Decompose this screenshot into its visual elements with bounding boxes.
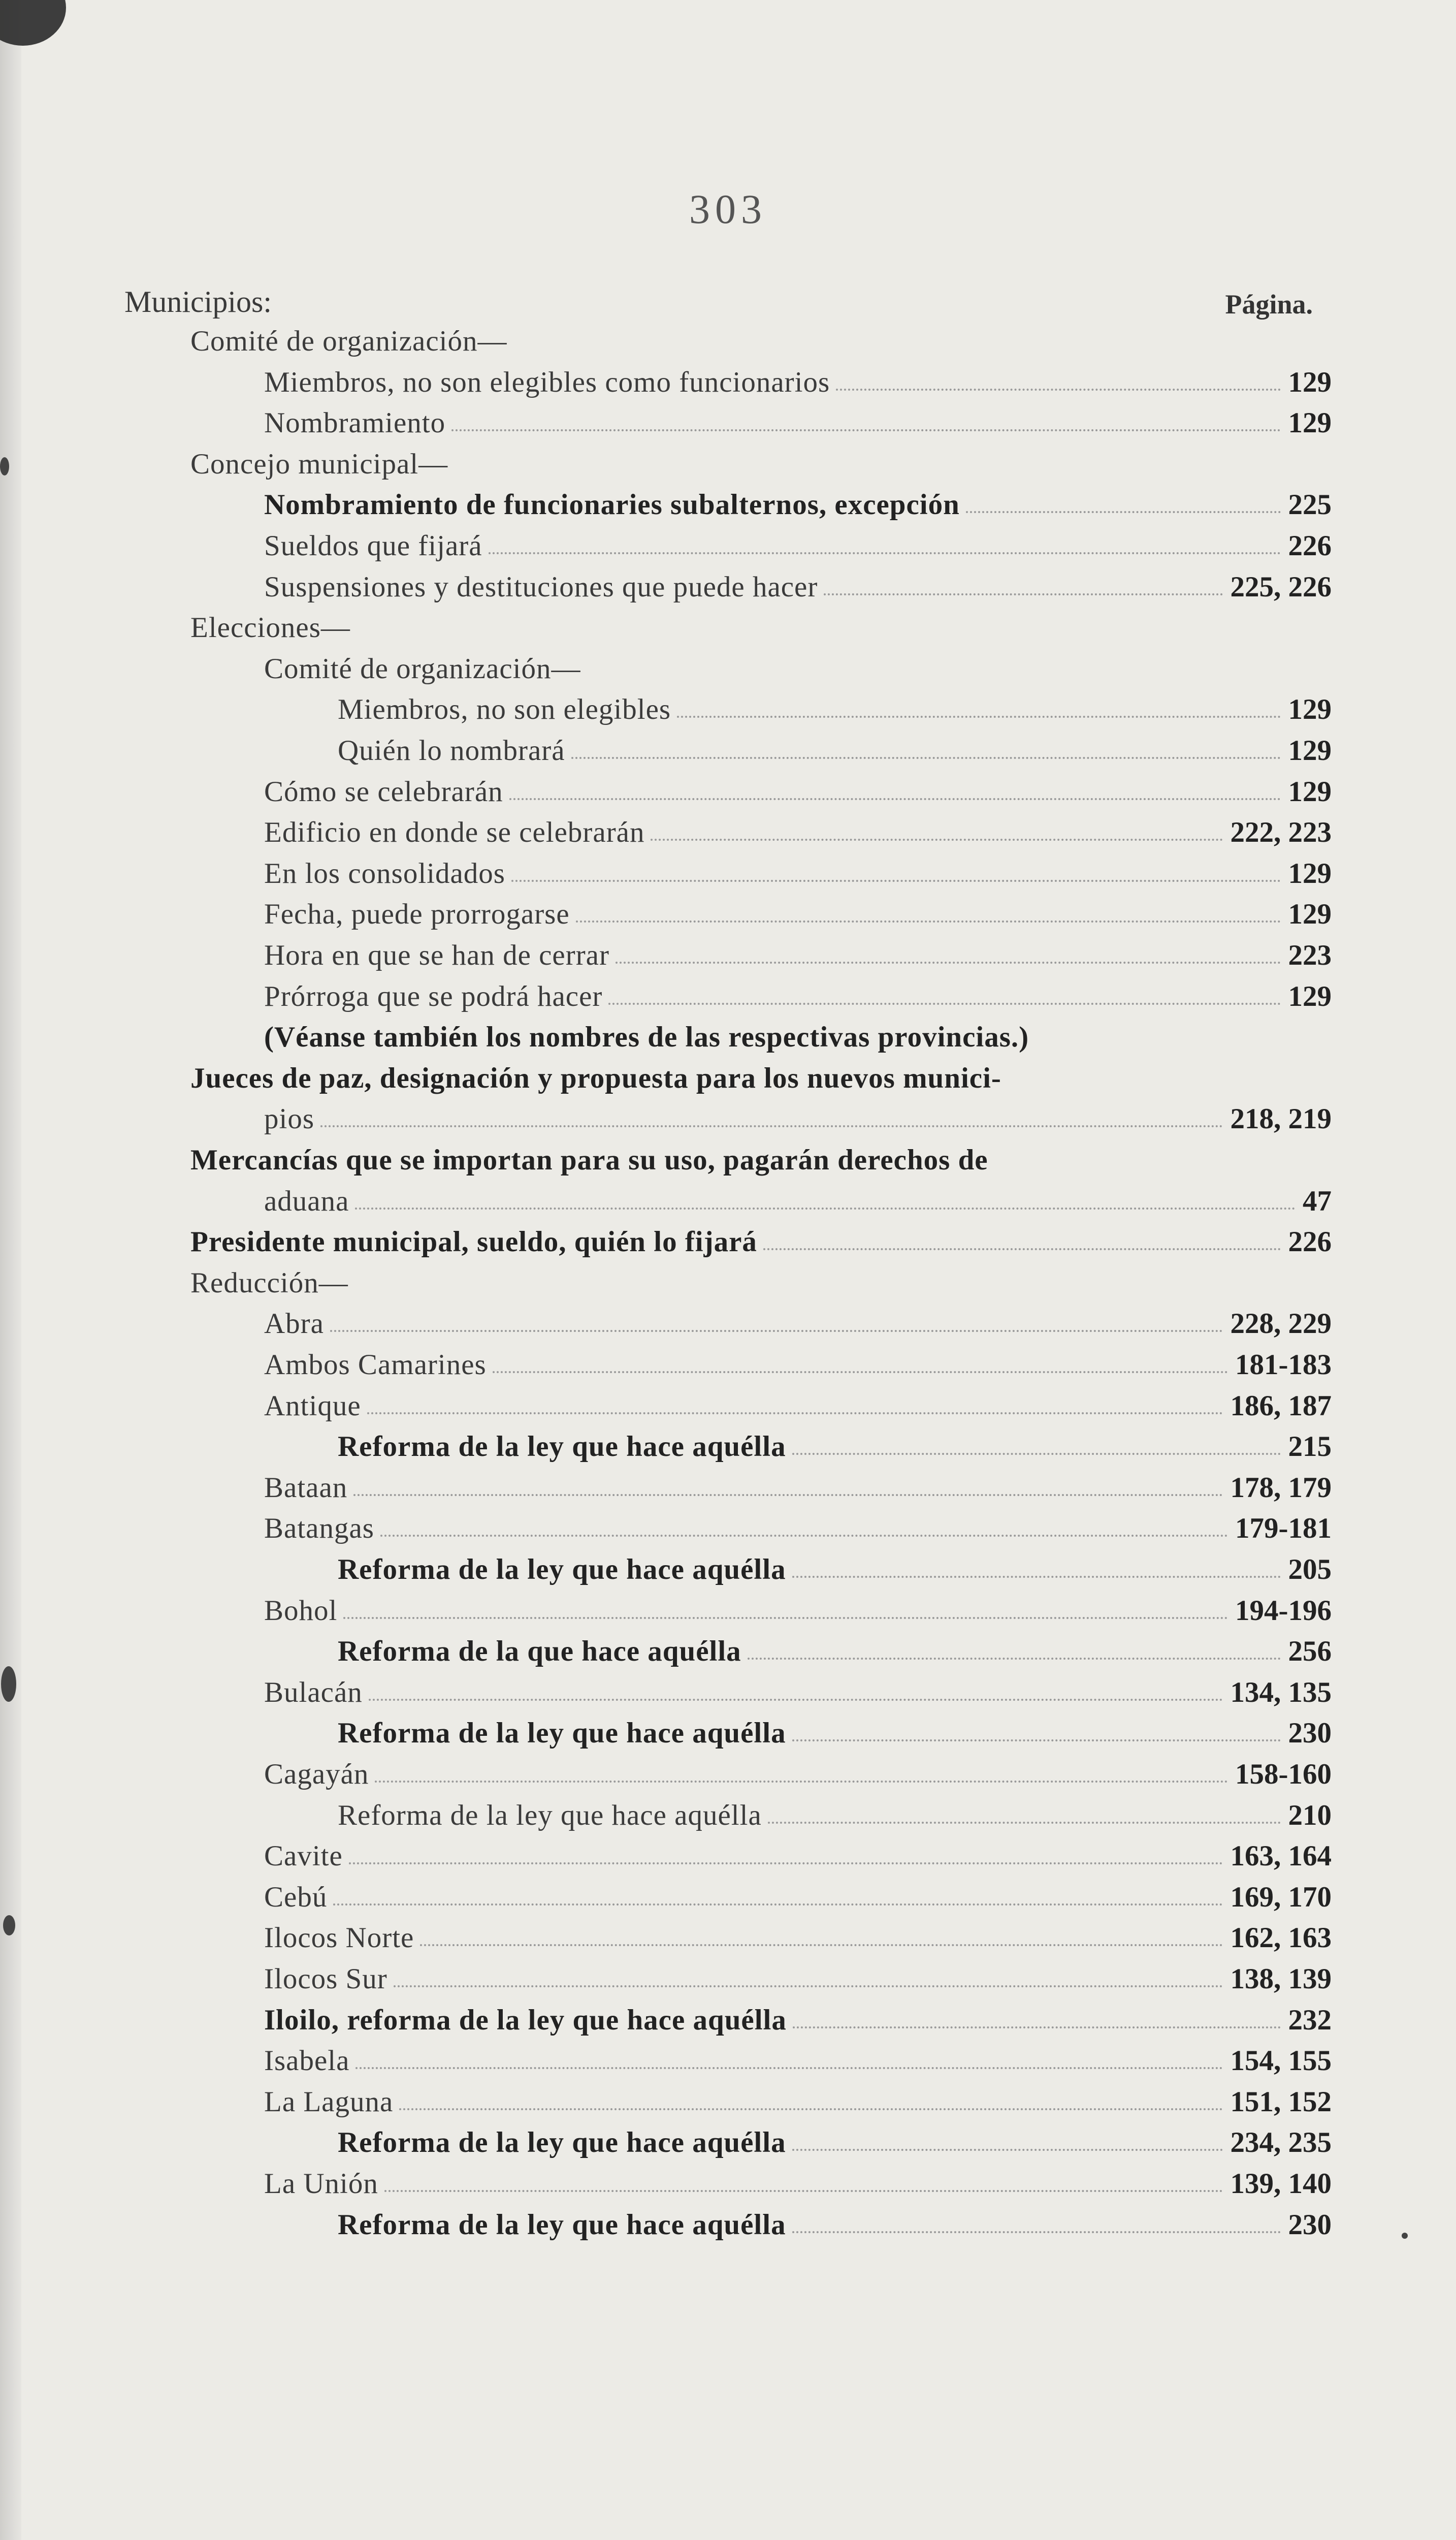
index-entry <box>0 1672 1456 1713</box>
dot-leader <box>399 2108 1223 2110</box>
dot-leader <box>493 1371 1228 1373</box>
entry-pages: 218, 219 <box>1230 1103 1332 1135</box>
entry-label: Ilocos Sur <box>264 1963 387 1995</box>
entry-label: Ambos Camarines <box>264 1349 487 1381</box>
index-entry <box>0 362 1456 403</box>
dot-leader <box>651 839 1223 841</box>
entry-pages: 129 <box>1288 775 1332 808</box>
entry-label: Abra <box>264 1308 324 1340</box>
entry-pages: 226 <box>1288 530 1332 562</box>
dot-leader <box>420 1944 1223 1946</box>
index-entry <box>0 1508 1456 1549</box>
dot-leader <box>333 1903 1223 1906</box>
entry-label: Prórroga que se podrá hacer <box>264 980 603 1012</box>
dot-leader <box>451 429 1281 431</box>
entry-label: Iloilo, reforma de la ley que hace aquélla <box>264 2004 787 2036</box>
entry-label: Antique <box>264 1389 361 1422</box>
entry-label: Fecha, puede prorrogarse <box>264 898 570 931</box>
dot-leader <box>384 2190 1223 2192</box>
index-heading: Municipios: <box>124 285 272 319</box>
index-entry <box>0 2082 1456 2122</box>
index-entry <box>0 485 1456 525</box>
index-entry <box>0 1426 1456 1467</box>
entry-label: Presidente municipal, sueldo, quién lo fijará <box>190 1226 757 1258</box>
index-entry <box>0 731 1456 771</box>
dot-leader <box>489 552 1281 554</box>
index-entry <box>0 1631 1456 1672</box>
entry-label: Reforma de la ley que hace aquélla <box>338 2208 786 2241</box>
dot-leader <box>576 920 1281 923</box>
index-entry <box>0 772 1456 812</box>
entry-label: Reforma de la ley que hace aquélla <box>338 2126 786 2159</box>
index-entry <box>0 1099 1456 1139</box>
index-entry <box>0 1017 1456 1058</box>
entry-label: Edificio en donde se celebrarán <box>264 816 645 849</box>
dot-leader <box>748 1658 1281 1660</box>
entry-label: Reforma de la que hace aquélla <box>338 1635 741 1668</box>
entry-pages: 129 <box>1288 898 1332 931</box>
dot-leader <box>380 1535 1228 1537</box>
entry-pages: 139, 140 <box>1230 2168 1332 2200</box>
entry-pages: 222, 223 <box>1230 816 1332 849</box>
index-entry <box>0 649 1456 689</box>
entry-pages: 226 <box>1288 1226 1332 1258</box>
dot-leader <box>353 1494 1223 1496</box>
index-entry <box>0 894 1456 935</box>
entry-label: Cagayán <box>264 1758 369 1790</box>
entry-pages: 205 <box>1288 1553 1332 1585</box>
entry-pages: 225 <box>1288 489 1332 521</box>
index-entry <box>0 1181 1456 1222</box>
index-entry <box>0 935 1456 976</box>
entry-label: La Laguna <box>264 2085 394 2118</box>
entry-label: Elecciones— <box>190 612 350 644</box>
entry-pages: 234, 235 <box>1230 2126 1332 2159</box>
dot-leader <box>677 716 1281 718</box>
index-entry <box>0 1140 1456 1181</box>
entry-pages: 138, 139 <box>1230 1963 1332 1995</box>
entry-label: Concejo municipal— <box>190 448 448 480</box>
index-entry <box>0 567 1456 608</box>
index-entry <box>0 1345 1456 1385</box>
entry-label: Isabela <box>264 2045 350 2077</box>
entry-label: Comité de organización— <box>264 652 581 685</box>
entry-label: La Unión <box>264 2168 378 2200</box>
dot-leader <box>571 757 1281 759</box>
dot-leader <box>793 2026 1281 2028</box>
index-entry <box>0 976 1456 1017</box>
entry-label: Reforma de la ley que hace aquélla <box>338 1717 786 1750</box>
index-entry <box>0 1386 1456 1426</box>
dot-leader <box>608 1003 1281 1005</box>
entry-label: Suspensiones y destituciones que puede hacer <box>264 570 818 603</box>
dot-leader <box>616 962 1281 964</box>
dot-leader <box>511 880 1281 882</box>
index-entry <box>0 321 1456 362</box>
entry-label: Reducción— <box>190 1266 348 1299</box>
dot-leader <box>792 2149 1223 2151</box>
index-entry <box>0 1877 1456 1918</box>
entry-label: Miembros, no son elegibles <box>338 693 671 726</box>
index-entry <box>0 1959 1456 1999</box>
entry-pages: 232 <box>1288 2004 1332 2036</box>
index-entry <box>0 1591 1456 1631</box>
dot-leader <box>375 1781 1228 1783</box>
entry-label: Reforma de la ley que hace aquélla <box>338 1799 762 1831</box>
index-entry <box>0 812 1456 853</box>
dot-leader <box>394 1985 1223 1987</box>
index-entry <box>0 2205 1456 2245</box>
entry-pages: 223 <box>1288 939 1332 971</box>
index-entry <box>0 2000 1456 2041</box>
dot-leader <box>349 1862 1223 1864</box>
index-entry <box>0 526 1456 566</box>
entry-label: Ilocos Norte <box>264 1922 414 1954</box>
entry-label: Nombramiento <box>264 407 446 439</box>
dot-leader <box>343 1617 1228 1619</box>
entry-label: Batangas <box>264 1512 374 1545</box>
index-entry <box>0 403 1456 443</box>
index-entry <box>0 1468 1456 1508</box>
dot-leader <box>824 593 1223 595</box>
dot-leader <box>355 2067 1223 2069</box>
entry-label: Reforma de la ley que hace aquélla <box>338 1553 786 1585</box>
dot-leader <box>355 1208 1296 1210</box>
index-entry <box>0 1222 1456 1262</box>
index-entry <box>0 689 1456 730</box>
index-entry <box>0 1918 1456 1958</box>
entry-label: Bohol <box>264 1594 338 1627</box>
entry-label: Cebú <box>264 1881 328 1913</box>
index-entry <box>0 2164 1456 2204</box>
dot-leader <box>792 1739 1281 1741</box>
entry-pages: 154, 155 <box>1230 2045 1332 2077</box>
entry-label: Cómo se celebrarán <box>264 775 503 808</box>
dot-leader <box>330 1330 1223 1332</box>
entry-pages: 179-181 <box>1235 1512 1332 1545</box>
entry-label: Comité de organización— <box>190 325 507 357</box>
index-entry <box>0 1754 1456 1795</box>
index-entry <box>0 1549 1456 1590</box>
entry-label: Cavite <box>264 1840 343 1872</box>
index-entry <box>0 853 1456 894</box>
dot-leader <box>763 1248 1281 1250</box>
dot-leader <box>768 1822 1281 1824</box>
entry-pages: 194-196 <box>1235 1594 1332 1627</box>
entry-pages: 151, 152 <box>1230 2085 1332 2118</box>
page-number: 303 <box>689 186 767 232</box>
entry-label: Sueldos que fijará <box>264 530 482 562</box>
entry-pages: 129 <box>1288 980 1332 1012</box>
dot-leader <box>509 798 1281 800</box>
entry-pages: 256 <box>1288 1635 1332 1668</box>
entry-label: Mercancías que se importan para su uso, pagarán derechos de <box>190 1144 988 1176</box>
entry-pages: 162, 163 <box>1230 1922 1332 1954</box>
entry-pages: 228, 229 <box>1230 1308 1332 1340</box>
entry-pages: 230 <box>1288 2208 1332 2241</box>
entry-label: aduana <box>264 1185 349 1217</box>
dot-leader <box>966 511 1281 513</box>
index-entry <box>0 1836 1456 1877</box>
entry-pages: 225, 226 <box>1230 570 1332 603</box>
entry-label: Bataan <box>264 1471 348 1504</box>
entry-pages: 129 <box>1288 735 1332 767</box>
entry-pages: 186, 187 <box>1230 1389 1332 1422</box>
dot-leader <box>367 1412 1223 1414</box>
index-entry <box>0 1713 1456 1754</box>
entry-pages: 230 <box>1288 1717 1332 1750</box>
index-entry <box>0 1263 1456 1304</box>
entry-pages: 158-160 <box>1235 1758 1332 1790</box>
index-entry <box>0 608 1456 648</box>
dot-leader <box>792 1453 1281 1455</box>
entry-label: Reforma de la ley que hace aquélla <box>338 1431 786 1463</box>
entry-label: Bulacán <box>264 1676 363 1708</box>
dot-leader <box>836 389 1281 391</box>
entry-pages: 215 <box>1288 1431 1332 1463</box>
dot-leader <box>792 2231 1281 2233</box>
entry-pages: 47 <box>1303 1185 1332 1217</box>
index-entry <box>0 2041 1456 2081</box>
entry-pages: 129 <box>1288 857 1332 890</box>
dot-leader <box>792 1576 1281 1578</box>
entry-pages: 178, 179 <box>1230 1471 1332 1504</box>
entry-label: Hora en que se han de cerrar <box>264 939 609 971</box>
entry-pages: 134, 135 <box>1230 1676 1332 1708</box>
entry-pages: 129 <box>1288 693 1332 726</box>
entry-pages: 181-183 <box>1235 1349 1332 1381</box>
entry-pages: 163, 164 <box>1230 1840 1332 1872</box>
entry-label: pios <box>264 1103 315 1135</box>
dot-leader <box>369 1699 1223 1701</box>
index-entry <box>0 1058 1456 1099</box>
entry-pages: 129 <box>1288 407 1332 439</box>
entry-label: Quién lo nombrará <box>338 735 565 767</box>
entry-pages: 169, 170 <box>1230 1881 1332 1913</box>
entry-label: Jueces de paz, designación y propuesta para los nuevos munici- <box>190 1062 1001 1094</box>
pages-column-heading: Página. <box>1225 289 1313 320</box>
index-entry <box>0 1304 1456 1344</box>
index-entry <box>0 444 1456 485</box>
index-entry <box>0 1795 1456 1836</box>
entry-pages: 129 <box>1288 366 1332 398</box>
entry-label: En los consolidados <box>264 857 505 890</box>
entry-label: Nombramiento de funcionaries subalternos, excepción <box>264 489 960 521</box>
corner-shadow <box>0 0 66 46</box>
entry-label: Miembros, no son elegibles como funcionarios <box>264 366 830 398</box>
dot-leader <box>320 1125 1223 1127</box>
entry-label: (Véanse también los nombres de las respectivas provincias.) <box>264 1021 1029 1054</box>
index-entry <box>0 2122 1456 2163</box>
entry-pages: 210 <box>1288 1799 1332 1831</box>
